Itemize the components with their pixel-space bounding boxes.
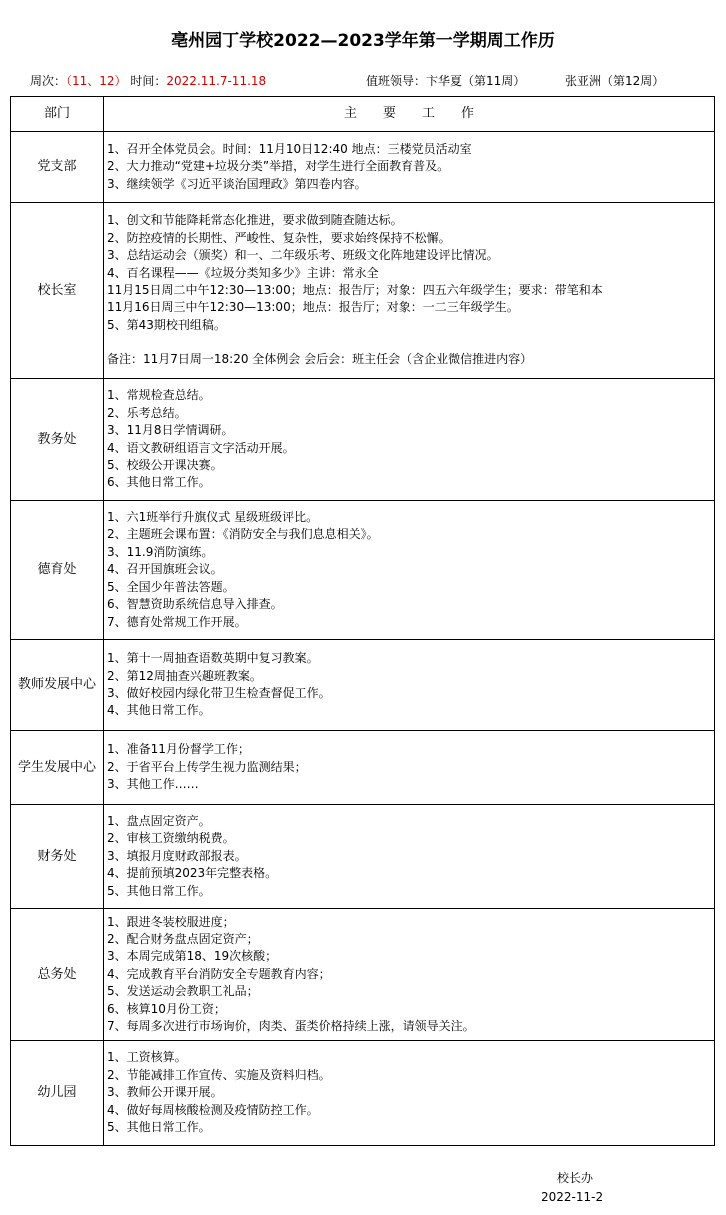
duty-label: 值班领导： <box>366 74 427 88</box>
work-item: 2、防控疫情的长期性、严峻性、复杂性，要求始终保持不松懈。 <box>107 230 451 245</box>
work-item: 1、创文和节能降耗常态化推进，要求做到随查随达标。 <box>107 213 403 228</box>
duty-info <box>366 72 525 89</box>
work-calendar-table <box>10 96 715 1146</box>
dept-cell: 德育处 <box>11 501 104 640</box>
dept-cell: 校长室 <box>11 203 104 379</box>
work-item: 4、完成教育平台消防安全专题教育内容； <box>107 966 331 981</box>
dept-cell: 党支部 <box>11 132 104 203</box>
row-kindergarten <box>11 1041 715 1146</box>
work-item: 1、六1班举行升旗仪式 星级班级评比。 <box>107 510 319 525</box>
dept-cell: 学生发展中心 <box>11 731 104 805</box>
row-moral-education <box>11 501 715 640</box>
work-item: 5、发送运动会教职工礼品； <box>107 984 259 999</box>
work-item: 4、其他日常工作。 <box>107 703 211 718</box>
duty-week-12: 张亚洲（第12周） <box>565 74 665 88</box>
work-item: 6、智慧资助系统信息导入排查。 <box>107 597 283 612</box>
work-cell <box>104 203 715 379</box>
work-item: 4、提前预填2023年完整表格。 <box>107 866 278 881</box>
work-item: 2、于省平台上传学生视力监测结果； <box>107 759 307 774</box>
dept-cell: 总务处 <box>11 909 104 1041</box>
page-title: 亳州园丁学校2022—2023学年第一学期周工作历 <box>171 31 555 51</box>
row-general-affairs <box>11 909 715 1041</box>
work-item: 3、11.9消防演练。 <box>107 544 214 559</box>
work-item: 5、第43期校刊组稿。 <box>107 317 226 332</box>
work-item: 2、配合财务盘点固定资产； <box>107 931 259 946</box>
work-item: 1、常规检查总结。 <box>107 388 211 403</box>
duty-week-11: 卞华夏（第11周） <box>426 74 526 88</box>
remark: 备注：11月7日周一18:20 全体例会 会后会：班主任会（含企业微信推进内容） <box>107 352 533 367</box>
work-cell <box>104 1041 715 1146</box>
time-value: 2022.11.7-11.18 <box>166 74 267 88</box>
work-item: 11月16日周三中午12:30—13:00；地点：报告厅；对象：一二三年级学生。 <box>107 300 519 315</box>
row-teacher-development <box>11 640 715 731</box>
week-info <box>30 72 266 89</box>
work-cell <box>104 731 715 805</box>
work-item: 4、召开国旗班会议。 <box>107 562 223 577</box>
work-item: 3、本周完成第18、19次核酸； <box>107 949 278 964</box>
work-item: 5、其他日常工作。 <box>107 883 211 898</box>
dept-cell: 财务处 <box>11 805 104 909</box>
work-item: 3、其他工作…… <box>107 777 199 792</box>
week-label: 周次： <box>30 74 67 88</box>
work-cell <box>104 805 715 909</box>
work-item: 3、填报月度财政部报表。 <box>107 848 247 863</box>
work-item: 1、准备11月份督学工作； <box>107 742 250 757</box>
row-principal-office <box>11 203 715 379</box>
work-cell <box>104 501 715 640</box>
work-item: 1、跟进冬装校服进度； <box>107 914 235 929</box>
time-label: 时间： <box>130 74 167 88</box>
row-party-branch <box>11 132 715 203</box>
work-item: 2、主题班会课布置：《消防安全与我们息息相关》。 <box>107 527 379 542</box>
work-item: 4、做好每周核酸检测及疫情防控工作。 <box>107 1102 319 1117</box>
row-student-development <box>11 731 715 805</box>
work-item: 1、工资核算。 <box>107 1050 187 1065</box>
row-finance <box>11 805 715 909</box>
work-item: 3、总结运动会（颁奖）和一、二年级乐考、班级文化阵地建设评比情况。 <box>107 248 499 263</box>
work-item: 5、校级公开课决赛。 <box>107 457 223 472</box>
header-work: 主 要 工 作 <box>104 97 715 132</box>
week-value: （11、12） <box>66 74 127 88</box>
work-item: 6、其他日常工作。 <box>107 475 211 490</box>
dept-cell: 教务处 <box>11 379 104 501</box>
work-cell <box>104 909 715 1041</box>
work-item: 7、每周多次进行市场询价，肉类、蛋类价格持续上涨，请领导关注。 <box>107 1019 475 1034</box>
work-item: 11月15日周二中午12:30—13:00；地点：报告厅；对象：四五六年级学生；要求：带笔和本 <box>107 283 603 297</box>
header-dept: 部门 <box>11 97 104 132</box>
work-item: 4、百名课程——《垃圾分类知多少》主讲：常永全 <box>107 265 379 280</box>
work-item: 1、盘点固定资产。 <box>107 813 211 828</box>
table-header-row <box>11 97 715 132</box>
row-academic-affairs <box>11 379 715 501</box>
issuer: 校长办 <box>557 1171 594 1185</box>
work-item: 2、乐考总结。 <box>107 405 187 420</box>
work-item: 3、继续领学《习近平谈治国理政》第四卷内容。 <box>107 176 367 191</box>
dept-cell: 教师发展中心 <box>11 640 104 731</box>
work-cell <box>104 640 715 731</box>
work-item: 2、第12周抽查兴趣班教案。 <box>107 668 262 683</box>
work-item: 2、大力推动“党建+垃圾分类”举措，对学生进行全面教育普及。 <box>107 159 450 174</box>
work-item: 2、节能减排工作宣传、实施及资料归档。 <box>107 1067 331 1082</box>
work-item: 6、核算10月份工资； <box>107 1001 226 1016</box>
dept-cell: 幼儿园 <box>11 1041 104 1146</box>
work-item: 2、审核工资缴纳税费。 <box>107 831 235 846</box>
work-item: 1、第十一周抽查语数英期中复习教案。 <box>107 651 319 666</box>
work-cell <box>104 379 715 501</box>
work-item: 3、做好校园内绿化带卫生检查督促工作。 <box>107 686 331 700</box>
work-cell <box>104 132 715 203</box>
work-item: 5、其他日常工作。 <box>107 1120 211 1135</box>
work-item: 7、德育处常规工作开展。 <box>107 614 247 629</box>
work-item: 3、教师公开课开展。 <box>107 1085 223 1100</box>
work-item: 3、11月8日学情调研。 <box>107 423 234 438</box>
work-item: 1、召开全体党员会。时间：11月10日12:40 地点：三楼党员活动室 <box>107 141 472 156</box>
work-item: 5、全国少年普法答题。 <box>107 579 235 594</box>
issue-date: 2022-11-2 <box>541 1190 604 1204</box>
work-item: 4、语文教研组语言文字活动开展。 <box>107 440 295 455</box>
